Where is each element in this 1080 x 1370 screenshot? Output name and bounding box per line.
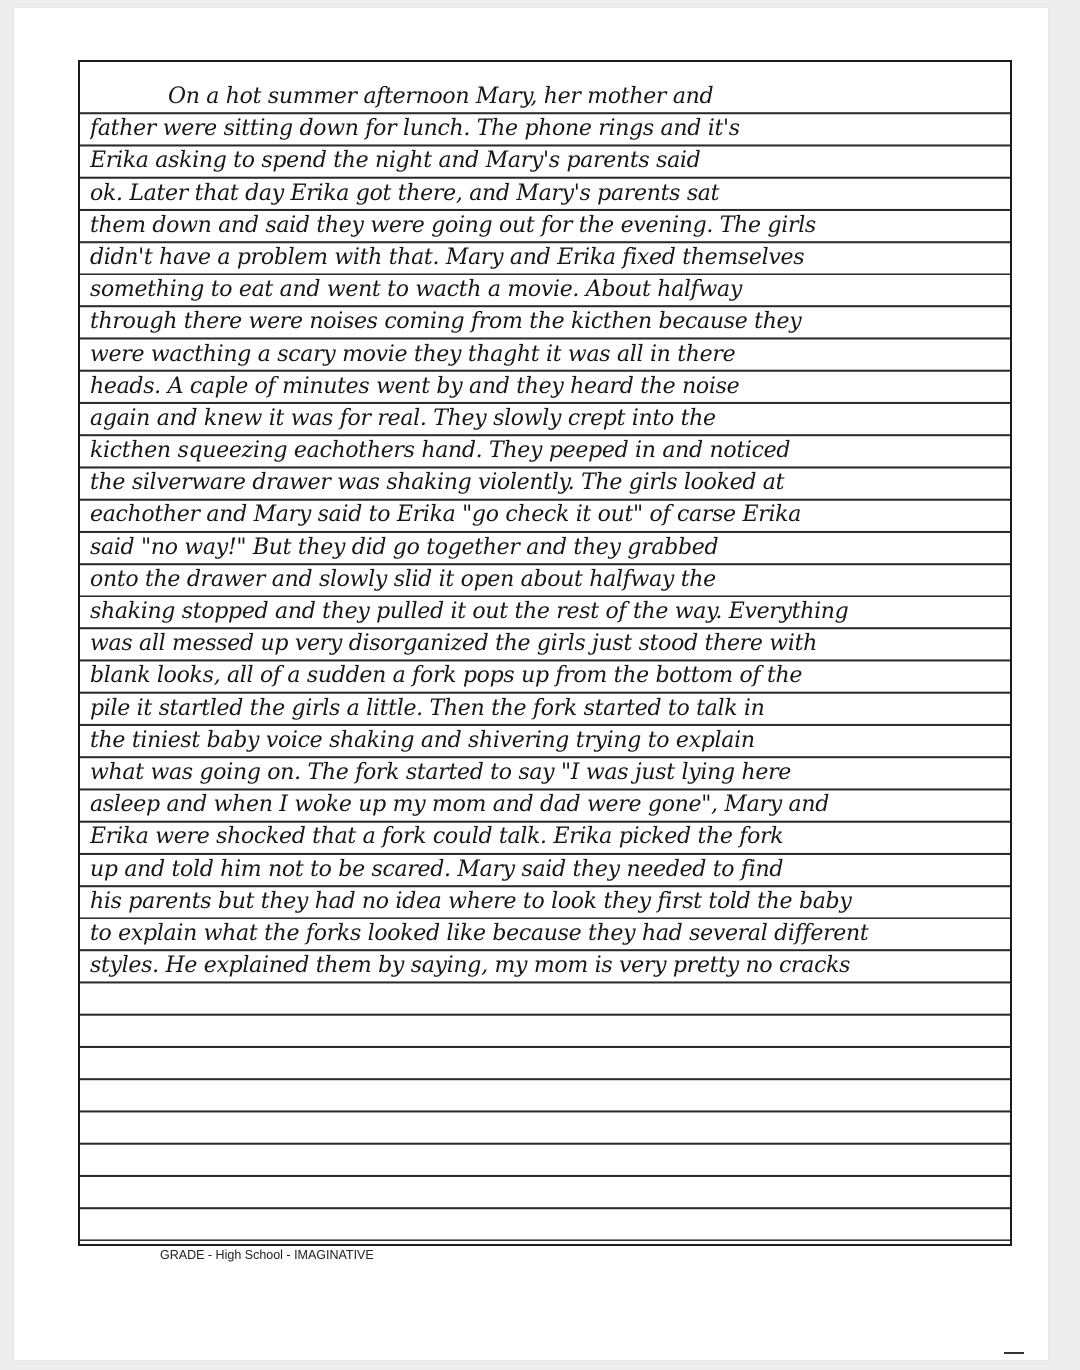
essay-line: pile it startled the girls a little. Then the fork started to talk in — [90, 695, 765, 721]
essay-line: said "no way!" But they did go together and they grabbed — [90, 534, 719, 560]
essay-line: heads. A caple of minutes went by and they heard the noise — [90, 373, 740, 399]
essay-line: didn't have a problem with that. Mary and Erika fixed themselves — [90, 244, 805, 270]
lined-writing-sheet — [78, 60, 1012, 1246]
footer-grade-text: GRADE - High School - — [160, 1248, 295, 1262]
essay-line: On a hot summer afternoon Mary, her mother and — [168, 84, 714, 109]
essay-line: was all messed up very disorganized the girls just stood there with — [90, 631, 817, 657]
essay-line: father were sitting down for lunch. The phone rings and it's — [90, 116, 740, 142]
essay-line: up and told him not to be scared. Mary said they needed to find — [90, 856, 784, 882]
essay-line: kicthen squeezing eachothers hand. They peeped in and noticed — [90, 438, 791, 464]
essay-line: shaking stopped and they pulled it out the rest of the way. Everything — [90, 599, 849, 624]
essay-line: ok. Later that day Erika got there, and Mary's parents sat — [90, 180, 720, 206]
essay-line: the silverware drawer was shaking violently. The girls looked at — [90, 470, 785, 496]
essay-line: were wacthing a scary movie they thaght it was all in there — [90, 341, 736, 367]
grade-footer — [160, 1248, 374, 1262]
essay-line: through there were noises coming from the kicthen because they — [90, 309, 802, 335]
essay-line: his parents but they had no idea where to look they first told the baby — [90, 888, 852, 914]
essay-line: blank looks, all of a sudden a fork pops up from the bottom of the — [90, 663, 803, 689]
essay-line: the tiniest baby voice shaking and shivering trying to explain — [90, 727, 755, 753]
page-corner-mark — [1004, 1352, 1024, 1354]
essay-line: asleep and when I woke up my mom and dad were gone", Mary and — [90, 792, 829, 818]
essay-line: something to eat and went to wacth a movie. About halfway — [90, 277, 742, 303]
essay-line: them down and said they were going out for the evening. The girls — [90, 212, 816, 238]
essay-line: Erika were shocked that a fork could talk. Erika picked the fork — [90, 824, 784, 850]
essay-line: Erika asking to spend the night and Mary's parents said — [90, 148, 701, 174]
document-page — [14, 8, 1048, 1360]
essay-line: what was going on. The fork started to say "I was just lying here — [90, 759, 792, 785]
essay-line: onto the drawer and slowly slid it open about halfway the — [90, 566, 716, 592]
essay-line: to explain what the forks looked like because they had several different — [90, 920, 869, 946]
essay-line: again and knew it was for real. They slowly crept into the — [90, 405, 716, 431]
footer-category: IMAGINATIVE — [294, 1248, 374, 1262]
essay-line: eachother and Mary said to Erika "go check it out" of carse Erika — [90, 502, 802, 528]
handwritten-essay — [80, 80, 1010, 981]
essay-line: styles. He explained them by saying, my mom is very pretty no cracks — [90, 953, 851, 979]
